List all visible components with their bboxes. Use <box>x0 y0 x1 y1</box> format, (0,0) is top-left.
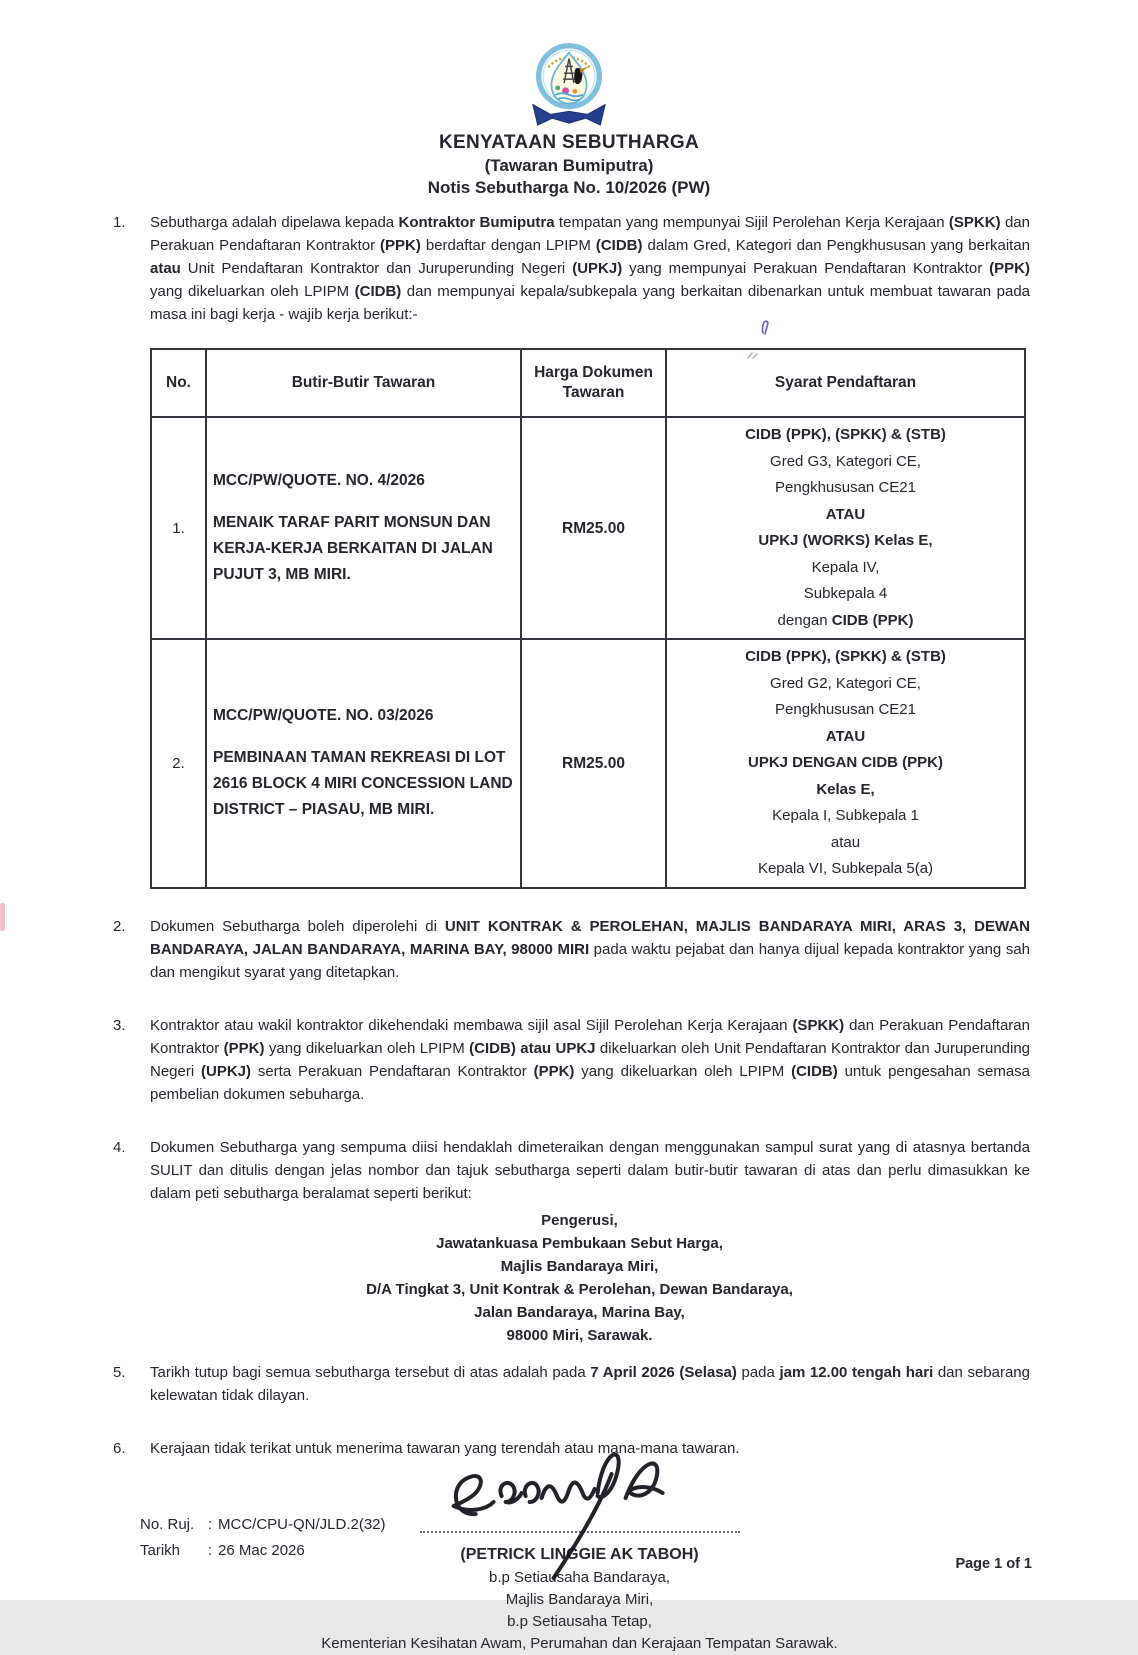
document-subtitle: (Tawaran Bumiputra) <box>484 156 654 175</box>
signatory-name: (PETRICK LINGGIE AK TABOH) <box>460 1545 699 1563</box>
row-number: 1. <box>151 417 206 639</box>
document-price: RM25.00 <box>521 639 666 888</box>
list-item-5 <box>99 1361 1030 1407</box>
quote-desc: PEMBINAAN TAMAN REKREASI DI LOT 2616 BLOCK 4 MIRI CONCESSION LAND DISTRICT – PIASAU, MB MIRI. <box>213 749 513 819</box>
item-text: Kontraktor atau wakil kontraktor dikehendaki membawa sijil asal Sijil Perolehan Kerja Kerajaan (SPKK) dan Perakuan Pendaftaran Kontraktor (PPK) yang dikeluarkan oleh LPIPM (CIDB) atau UPKJ dikeluarkan oleh Unit Pendaftaran Kontraktor dan Juruperunding Negeri (UPKJ) serta Perakuan Pendaftaran Kontraktor (PPK) yang dikeluarkan oleh LPIPM (CIDB) untuk pengesahan semasa pembelian dokumen sebuharga. <box>150 1016 1031 1103</box>
list-item-4 <box>99 1136 1030 1205</box>
tender-table <box>150 348 1026 889</box>
item-number: 6. <box>113 1439 126 1457</box>
list-item-3 <box>99 1014 1030 1106</box>
notice-number: Notis Sebutharga No. 10/2026 (PW) <box>427 178 711 197</box>
reference-number-row <box>140 1512 386 1538</box>
date-value: 26 Mac 2026 <box>218 1542 305 1559</box>
table-row <box>151 417 1025 639</box>
col-header-harga: Harga Dokumen Tawaran <box>521 349 666 417</box>
item-text: Dokumen Sebutharga boleh diperolehi di UNIT KONTRAK & PEROLEHAN, MAJLIS BANDARAYA MIRI, ARAS 3, DEWAN BANDARAYA, JALAN BANDARAYA, MARINA BAY, 98000 MIRI pada waktu pejabat dan hanya dijual kepada kontraktor yang sah dan mengikut syarat yang ditetapkan. <box>150 917 1030 981</box>
document-price: RM25.00 <box>521 417 666 639</box>
submission-address: Pengerusi, Jawatankuasa Pembukaan Sebut Harga, Majlis Bandaraya Miri, D/A Tingkat 3, Unit Kontrak & Perolehan, Dewan Bandaraya, Jalan Bandaraya, Marina Bay, 98000 Miri, Sarawak. <box>366 1211 793 1344</box>
item-text: Dokumen Sebutharga yang sempuma diisi hendaklah dimeteraikan dengan menggunakan sampul surat yang di atasnya bertanda SULIT dan ditulis dengan jelas nombor dan tajuk sebutharga seperti dalam butir-butir tawaran di atas dan perlu dimasukkan ke dalam peti sebutharga beralamat seperti berikut: <box>150 1138 1030 1202</box>
quote-ref: MCC/PW/QUOTE. NO. 03/2026 <box>213 707 434 725</box>
edge-smudge-mark <box>0 903 5 931</box>
document-header <box>0 0 1138 199</box>
tender-details-cell <box>206 417 521 639</box>
signatory-titles: b.p Setiausaha Bandaraya, Majlis Bandaraya Miri, b.p Setiausaha Tetap, Kementerian Kesihatan Awam, Perumahan dan Kerajaan Tempatan Sarawak. <box>321 1568 838 1652</box>
registration-requirements: CIDB (PPK), (SPKK) & (STB) Gred G2, Kategori CE, Pengkhususan CE21 ATAU UPKJ DENGAN CIDB (PPK) Kelas E, Kepala I, Subkepala 1 atau Kepala VI, Subkepala 5(a) <box>666 639 1025 888</box>
document-title: KENYATAAN SEBUTHARGA <box>438 132 700 153</box>
item-number: 5. <box>113 1363 126 1381</box>
item-number: 3. <box>113 1016 126 1034</box>
ref-value: MCC/CPU-QN/JLD.2(32) <box>218 1516 386 1533</box>
quote-ref: MCC/PW/QUOTE. NO. 4/2026 <box>213 472 425 489</box>
quote-desc: MENAIK TARAF PARIT MONSUN DAN KERJA-KERJA BERKAITAN DI JALAN PUJUT 3, MB MIRI. <box>213 514 493 583</box>
col-header-syarat: Syarat Pendaftaran <box>666 349 1025 417</box>
item-text: Kerajaan tidak terikat untuk menerima tawaran yang terendah atau mana-mana tawaran. <box>150 1439 740 1457</box>
list-item-1 <box>99 211 1030 326</box>
list-item-6 <box>99 1437 1030 1460</box>
table-header-row <box>151 349 1025 417</box>
document-body <box>99 211 1030 1655</box>
city-council-crest-logo <box>519 40 619 128</box>
item-number: 4. <box>113 1138 126 1156</box>
date-colon: : <box>207 1542 213 1559</box>
item-number: 2. <box>113 917 126 935</box>
page-number: Page 1 of 1 <box>955 1556 1032 1572</box>
tender-details-cell <box>206 639 521 888</box>
registration-requirements: CIDB (PPK), (SPKK) & (STB) Gred G3, Kategori CE, Pengkhususan CE21 ATAU UPKJ (WORKS) Kelas E, Kepala IV, Subkepala 4 dengan CIDB (PPK) <box>666 417 1025 639</box>
row-number: 2. <box>151 639 206 888</box>
list-item-2 <box>99 915 1030 984</box>
reference-block <box>140 1512 386 1564</box>
col-header-no: No. <box>151 349 206 417</box>
ref-label: No. Ruj. <box>140 1516 195 1533</box>
item-number: 1. <box>113 214 126 231</box>
date-row <box>140 1538 386 1564</box>
ref-colon: : <box>207 1516 213 1533</box>
col-header-butir: Butir-Butir Tawaran <box>206 349 521 417</box>
date-label: Tarikh <box>140 1542 181 1559</box>
item-text: Sebutharga adalah dipelawa kepada Kontraktor Bumiputra tempatan yang mempunyai Sijil Perolehan Kerja Kerajaan (SPKK) dan Perakuan Pendaftaran Kontraktor (PPK) berdaftar dengan LPIPM (CIDB) dalam Gred, Kategori dan Pengkhususan yang berkaitan atau Unit Pendaftaran Kontraktor dan Juruperunding Negeri (UPKJ) yang mempunyai Perakuan Pendaftaran Kontraktor (PPK) yang dikeluarkan oleh LPIPM (CIDB) dan mempunyai kepala/subkepala yang berkaitan dibenarkan untuk membuat tawaran pada masa ini bagi kerja - wajib kerja berikut:- <box>150 214 1031 323</box>
item-text: Tarikh tutup bagi semua sebutharga tersebut di atas adalah pada 7 April 2026 (Selasa) pada jam 12.00 tengah hari dan sebarang kelewatan tidak dilayan. <box>150 1363 1030 1404</box>
table-row <box>151 639 1025 888</box>
signature-dotted-line <box>420 1530 740 1533</box>
